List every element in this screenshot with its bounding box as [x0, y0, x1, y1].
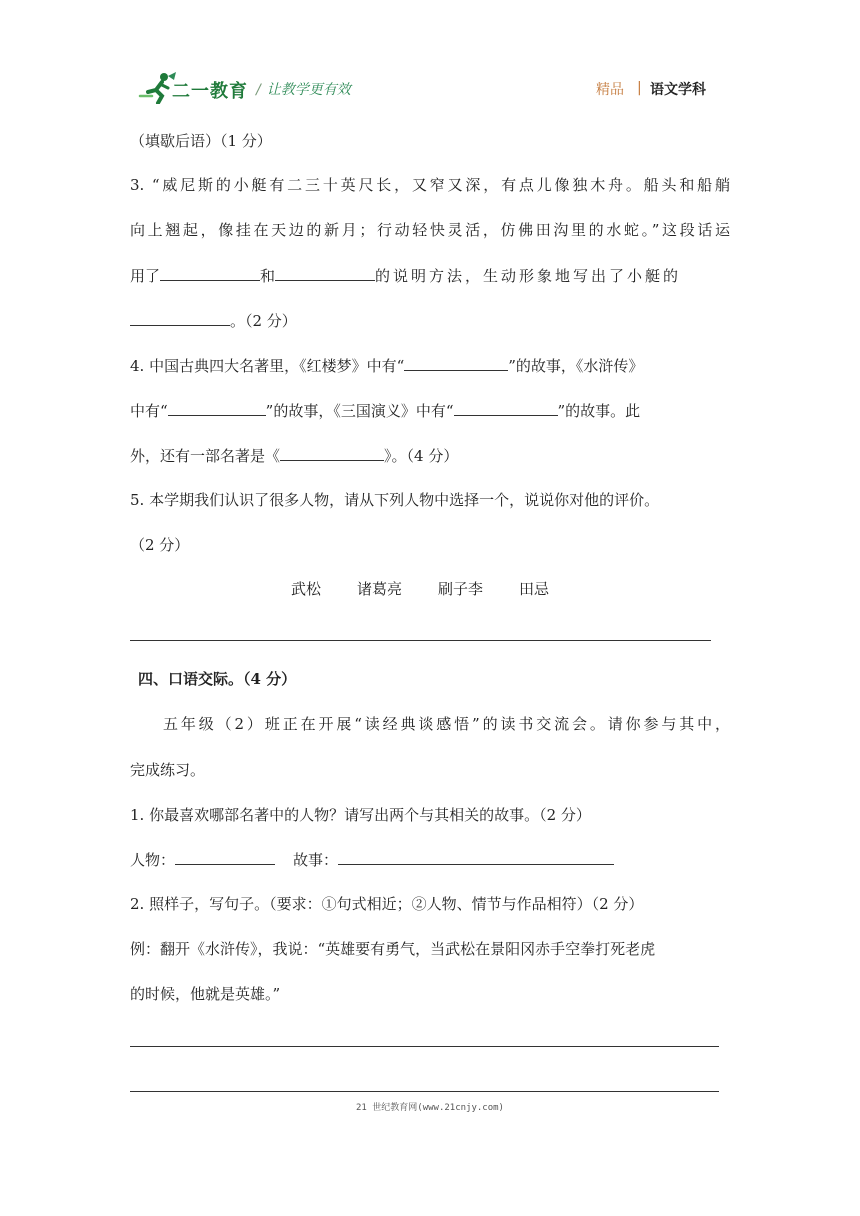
section4-q2: 2. 照样子，写句子。（要求：①句式相近；②人物、情节与作品相符）（2 分） — [130, 895, 644, 913]
q4-line2-text-c: ”的故事。此 — [557, 402, 641, 420]
character-name: 诸葛亮 — [357, 580, 403, 598]
q3-line3-text-a: 用了 — [130, 267, 161, 285]
header-divider: | — [637, 80, 642, 96]
q4-line2 — [130, 400, 640, 421]
q5-line1: 5. 本学期我们认识了很多人物，请从下列人物中选择一个，说说你对他的评价。 — [130, 491, 660, 509]
brand-slogan — [256, 79, 351, 99]
character-name: 田忌 — [519, 580, 550, 598]
q3-blank-feature[interactable] — [130, 310, 230, 326]
q3-line3-text-c: 的说明方法，生动形象地写出了小艇的 — [375, 267, 682, 285]
q3-line4 — [130, 310, 297, 331]
slogan-slash: / — [256, 82, 261, 98]
q4-line3-text-b: 》。（4 分） — [384, 447, 459, 465]
q3-line1: 3. “威尼斯的小艇有二三十英尺长，又窄又深，有点儿像独木舟。船头和船艄 — [130, 176, 730, 194]
q4-blank-shuihuzhuan[interactable] — [168, 400, 266, 416]
q4-line3 — [130, 445, 458, 466]
story-input-line[interactable] — [338, 849, 614, 865]
page-footer: 21 世纪教育网(www.21cnjy.com) — [356, 1103, 504, 1113]
q4-blank-fourth-novel[interactable] — [280, 445, 384, 461]
q4-line3-text-a: 外，还有一部名著是《 — [130, 447, 281, 465]
q3-line2: 向上翘起，像挂在天边的新月；行动轻快灵活，仿佛田沟里的水蛇。”这段话运 — [130, 221, 730, 239]
q4-blank-sanguoyanyi[interactable] — [454, 400, 558, 416]
q4-line2-text-b: ”的故事，《三国演义》中有“ — [265, 402, 454, 420]
character-name: 武松 — [291, 580, 322, 598]
q5-line2: （2 分） — [130, 536, 190, 554]
q4-line2-text-a: 中有“ — [130, 402, 168, 420]
section4-example2: 的时候，他就是英雄。” — [130, 985, 281, 1003]
q3-blank-method1[interactable] — [160, 265, 260, 281]
q4-blank-hongloumeng[interactable] — [404, 355, 508, 371]
person-label: 人物： — [130, 851, 176, 869]
q2-tail: （填歇后语）（1 分） — [130, 132, 272, 150]
brand-name: 二一教育 — [172, 81, 248, 102]
premium-label: 精品 — [596, 82, 624, 98]
q4-line1-text-b: ”的故事，《水浒传》 — [508, 357, 644, 375]
q3-line3-text-b: 和 — [260, 267, 276, 285]
section4-example1: 例：翻开《水浒传》，我说：“英雄要有勇气，当武松在景阳冈赤手空拳打死老虎 — [130, 940, 656, 958]
q3-blank-method2[interactable] — [275, 265, 375, 281]
answer-line-2[interactable] — [130, 1091, 719, 1092]
q5-answer-line[interactable] — [130, 640, 711, 641]
section4-q1: 1. 你最喜欢哪部名著中的人物？请写出两个与其相关的故事。（2 分） — [130, 806, 591, 824]
subject-label: 语文学科 — [650, 82, 706, 98]
q3-line4-text: 。（2 分） — [230, 312, 297, 330]
q3-line3 — [130, 265, 681, 286]
character-name: 刷子李 — [438, 580, 484, 598]
section4-title: 四、口语交际。（4 分） — [138, 670, 297, 688]
q4-line1 — [130, 355, 643, 376]
slogan-text: 让教学更有效 — [266, 82, 351, 98]
q4-line1-text-a: 4. 中国古典四大名著里，《红楼梦》中有“ — [130, 357, 405, 375]
answer-line-1[interactable] — [130, 1046, 719, 1047]
section4-intro1: 五年级（2）班正在开展“读经典谈感悟”的读书交流会。请你参与其中， — [163, 715, 730, 733]
section4-intro2: 完成练习。 — [130, 761, 206, 779]
section4-q1-answer — [130, 849, 614, 870]
story-label: 故事： — [293, 851, 339, 869]
q5-character-list — [291, 578, 549, 599]
person-input-line[interactable] — [175, 849, 275, 865]
